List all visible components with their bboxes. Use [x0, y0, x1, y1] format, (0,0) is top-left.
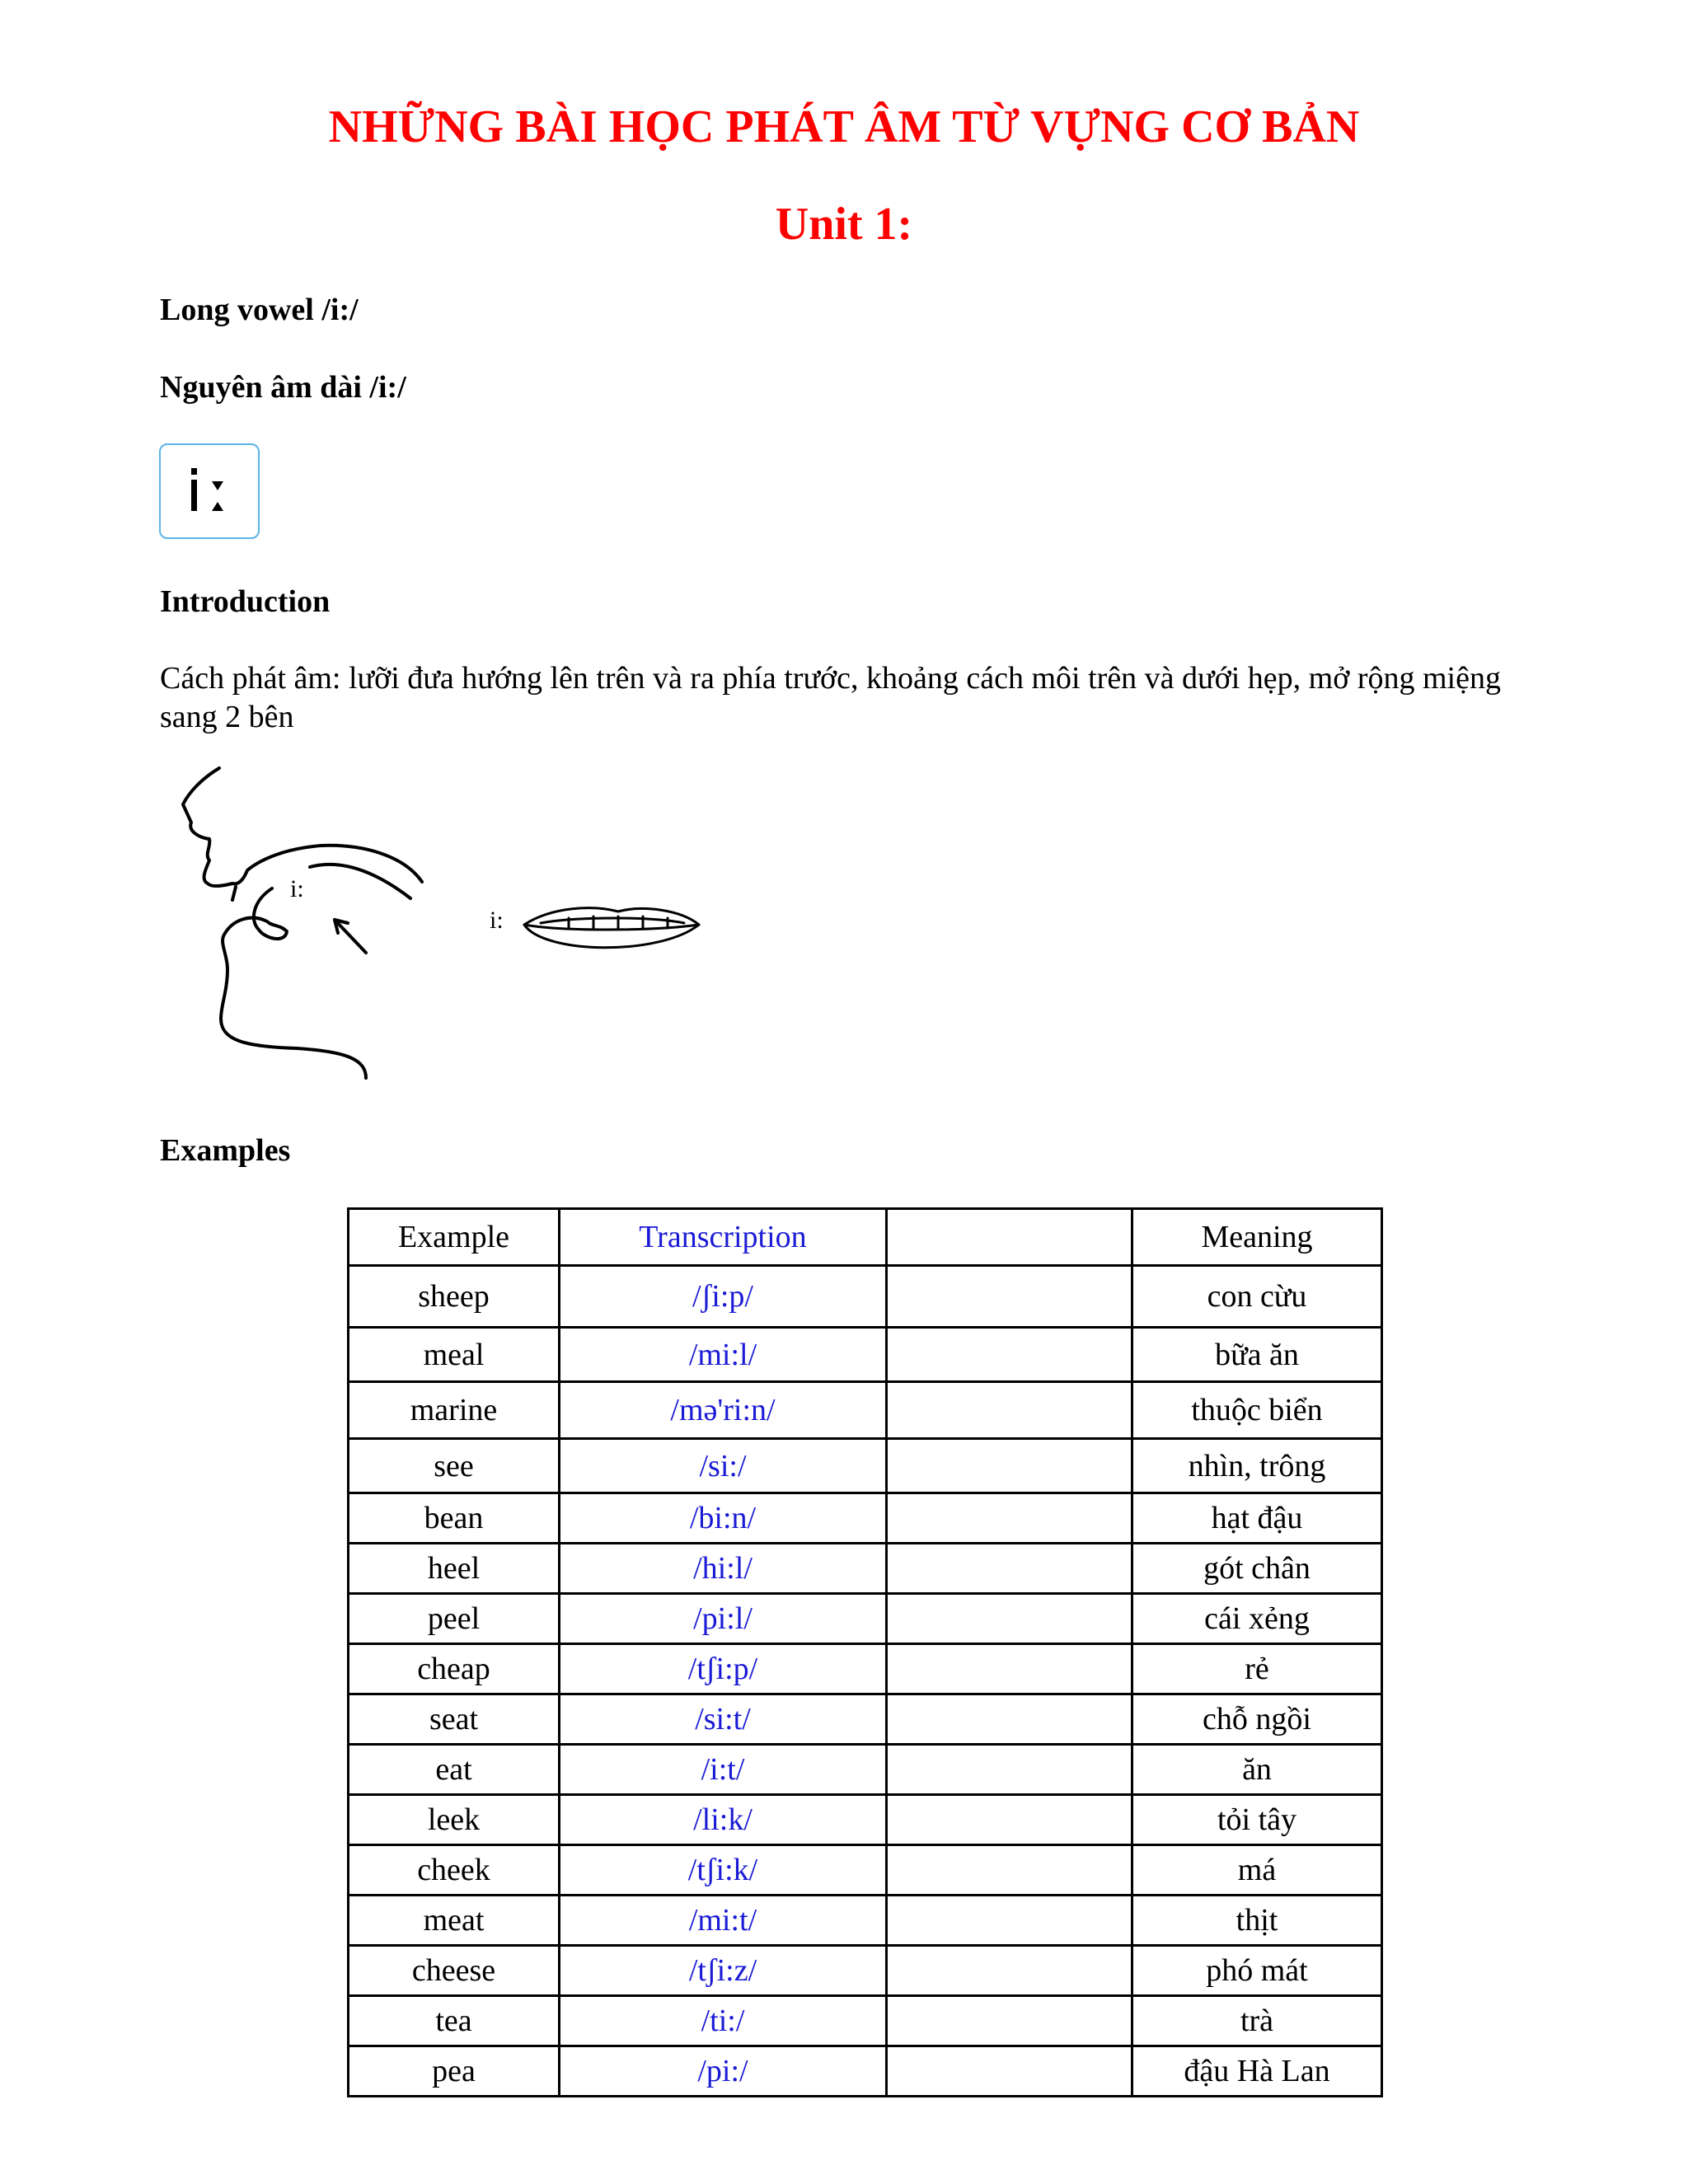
empty-cell	[887, 2046, 1132, 2097]
header-meaning: Meaning	[1132, 1209, 1382, 1266]
table-row	[349, 1382, 1382, 1439]
empty-cell	[887, 1896, 1132, 1946]
table-row	[349, 1795, 1382, 1845]
transcription-cell: /mi:t/	[560, 1896, 887, 1946]
nguyen-am-heading: Nguyên âm dài /i:/	[160, 370, 406, 405]
example-word-cell: marine	[349, 1382, 560, 1439]
example-word-cell: eat	[349, 1745, 560, 1795]
mouth-profile-diagram	[165, 758, 437, 1088]
empty-cell	[887, 1694, 1132, 1745]
meaning-cell: thịt	[1132, 1896, 1382, 1946]
meaning-cell: con cừu	[1132, 1266, 1382, 1328]
example-word-cell: leek	[349, 1795, 560, 1845]
transcription-cell: /ʃi:p/	[560, 1266, 887, 1328]
transcription-cell: /si:/	[560, 1439, 887, 1493]
table-row	[349, 1896, 1382, 1946]
example-word-cell: meat	[349, 1896, 560, 1946]
empty-cell	[887, 1594, 1132, 1644]
empty-cell	[887, 1745, 1132, 1795]
empty-cell	[887, 1439, 1132, 1493]
introduction-heading: Introduction	[160, 584, 331, 619]
page-title: NHỮNG BÀI HỌC PHÁT ÂM TỪ VỰNG CƠ BẢN	[328, 101, 1360, 152]
vowel-symbol-icon	[161, 445, 261, 541]
meaning-cell: rẻ	[1132, 1644, 1382, 1694]
transcription-cell: /i:t/	[560, 1745, 887, 1795]
meaning-cell: gót chân	[1132, 1544, 1382, 1594]
meaning-cell: hạt đậu	[1132, 1493, 1382, 1544]
table-row	[349, 1946, 1382, 1996]
header-empty	[887, 1209, 1132, 1266]
meaning-cell: đậu Hà Lan	[1132, 2046, 1382, 2097]
meaning-cell: tỏi tây	[1132, 1795, 1382, 1845]
empty-cell	[887, 1946, 1132, 1996]
lips-vowel-label: i:	[490, 907, 504, 934]
meaning-cell: phó mát	[1132, 1946, 1382, 1996]
example-word-cell: pea	[349, 2046, 560, 2097]
table-row	[349, 1544, 1382, 1594]
table-row	[349, 1328, 1382, 1382]
examples-heading: Examples	[160, 1133, 291, 1168]
transcription-cell: /hi:l/	[560, 1544, 887, 1594]
transcription-cell: /ti:/	[560, 1996, 887, 2046]
meaning-cell: ăn	[1132, 1745, 1382, 1795]
example-word-cell: see	[349, 1439, 560, 1493]
example-word-cell: sheep	[349, 1266, 560, 1328]
vowel-symbol-box	[159, 443, 260, 539]
example-word-cell: peel	[349, 1594, 560, 1644]
transcription-cell: /tʃi:z/	[560, 1946, 887, 1996]
meaning-cell: thuộc biển	[1132, 1382, 1382, 1439]
table-row	[349, 1644, 1382, 1694]
long-vowel-heading: Long vowel /i:/	[160, 293, 359, 327]
empty-cell	[887, 1382, 1132, 1439]
diagram-vowel-label: i:	[290, 875, 304, 902]
meaning-cell: nhìn, trông	[1132, 1439, 1382, 1493]
examples-table	[347, 1207, 1383, 2097]
transcription-cell: /li:k/	[560, 1795, 887, 1845]
transcription-cell: /mə'ri:n/	[560, 1382, 887, 1439]
example-word-cell: cheese	[349, 1946, 560, 1996]
transcription-cell: /pi:l/	[560, 1594, 887, 1644]
table-row	[349, 1845, 1382, 1896]
empty-cell	[887, 1795, 1132, 1845]
transcription-cell: /tʃi:k/	[560, 1845, 887, 1896]
transcription-cell: /tʃi:p/	[560, 1644, 887, 1694]
meaning-cell: bữa ăn	[1132, 1328, 1382, 1382]
table-header-row	[349, 1209, 1382, 1266]
example-word-cell: meal	[349, 1328, 560, 1382]
example-word-cell: bean	[349, 1493, 560, 1544]
header-transcription: Transcription	[560, 1209, 887, 1266]
example-word-cell: heel	[349, 1544, 560, 1594]
empty-cell	[887, 1266, 1132, 1328]
table-row	[349, 1493, 1382, 1544]
table-row	[349, 1266, 1382, 1328]
example-word-cell: cheap	[349, 1644, 560, 1694]
lips-diagram	[486, 897, 709, 963]
meaning-cell: má	[1132, 1845, 1382, 1896]
meaning-cell: trà	[1132, 1996, 1382, 2046]
example-word-cell: seat	[349, 1694, 560, 1745]
table-row	[349, 1439, 1382, 1493]
introduction-text: Cách phát âm: lưỡi đưa hướng lên trên và ra phía trước, khoảng cách môi trên và dưới hẹp, mở rộng miệng sang 2 bên	[160, 661, 1501, 734]
transcription-cell: /si:t/	[560, 1694, 887, 1745]
transcription-cell: /pi:/	[560, 2046, 887, 2097]
unit-title: Unit 1:	[775, 199, 913, 250]
empty-cell	[887, 1996, 1132, 2046]
empty-cell	[887, 1493, 1132, 1544]
table-row	[349, 2046, 1382, 2097]
meaning-cell: cái xẻng	[1132, 1594, 1382, 1644]
example-word-cell: cheek	[349, 1845, 560, 1896]
empty-cell	[887, 1644, 1132, 1694]
example-word-cell: tea	[349, 1996, 560, 2046]
empty-cell	[887, 1544, 1132, 1594]
transcription-cell: /bi:n/	[560, 1493, 887, 1544]
table-row	[349, 1694, 1382, 1745]
meaning-cell: chỗ ngồi	[1132, 1694, 1382, 1745]
empty-cell	[887, 1845, 1132, 1896]
header-example: Example	[349, 1209, 560, 1266]
empty-cell	[887, 1328, 1132, 1382]
table-row	[349, 1745, 1382, 1795]
table-row	[349, 1594, 1382, 1644]
transcription-cell: /mi:l/	[560, 1328, 887, 1382]
table-row	[349, 1996, 1382, 2046]
